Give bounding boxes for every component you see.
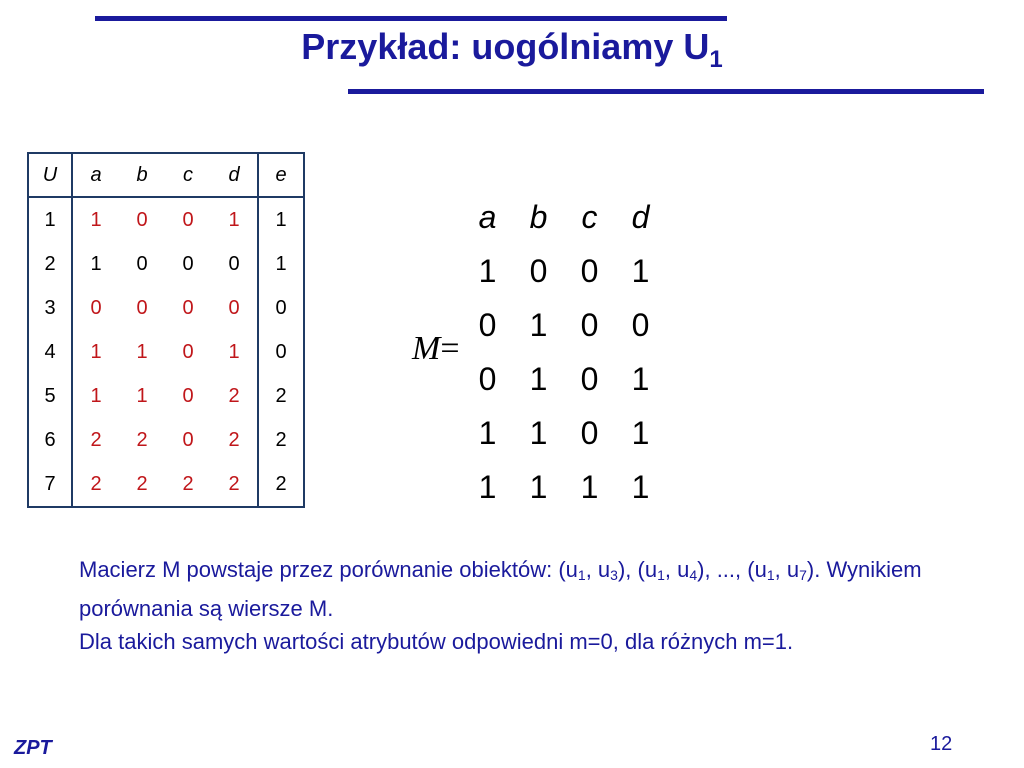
table-cell: 2 [90,428,102,451]
table-cell: 1 [90,340,102,363]
description-paragraph-2: Dla takich samych wartości atrybutów odpowiedni m=0, dla różnych m=1. [79,629,794,654]
table-cell: 1 [228,340,240,363]
table-row [28,286,304,330]
table-cell: 6 [28,418,72,462]
matrix-cell: 1 [529,468,548,505]
table-cell: 0 [182,208,194,231]
table-cell: 0 [182,428,194,451]
table-header-cell: a [72,153,119,197]
matrix-row [462,352,666,406]
matrix-cell: 1 [631,252,650,289]
matrix-cell: 1 [631,360,650,397]
matrix-cell: 0 [478,360,497,397]
matrix-header-row [462,190,666,244]
matrix-cell: 1 [529,306,548,343]
table-cell: 2 [228,472,240,495]
matrix-cell: 1 [529,414,548,451]
table-row [28,197,304,242]
matrix-cell: 1 [631,468,650,505]
matrix-row [462,298,666,352]
table-cell: 0 [258,330,304,374]
title-rule-bottom [348,89,984,94]
table-cell: 2 [258,374,304,418]
table-cell: 1 [90,384,102,407]
table-cell: 5 [28,374,72,418]
table-cell: 2 [228,428,240,451]
matrix-cell: 1 [631,414,650,451]
table-header-cell: b [119,153,165,197]
slide-title: Przykład: uogólniamy $U_1$ [301,26,723,73]
table-header-cell: d [211,153,258,197]
table-cell: 0 [228,252,240,275]
table-cell: 1 [258,197,304,242]
table-cell: 2 [228,384,240,407]
title-rule-top [95,16,727,21]
table-cell: 0 [258,286,304,330]
comparison-matrix [462,190,666,514]
table-cell: 0 [90,296,102,319]
description [79,553,939,658]
table-cell: 2 [182,472,194,495]
matrix-header-cell: c [581,198,598,235]
table-header-cell: U [28,153,72,197]
matrix-header-cell: b [529,198,548,235]
table-cell: 0 [136,296,148,319]
table-cell: 0 [136,208,148,231]
table-cell: 1 [90,252,102,275]
table-header-row [28,153,304,197]
table-header-cell: c [165,153,211,197]
matrix-cell: 0 [631,306,650,343]
table-cell: 0 [182,296,194,319]
table-cell: 0 [182,252,194,275]
table-cell: 1 [228,208,240,231]
matrix-label: M= [412,330,460,367]
table-cell: 4 [28,330,72,374]
table-cell: 2 [258,418,304,462]
footer-label: ZPT [14,737,52,759]
table-cell: 1 [136,384,148,407]
table-cell: 7 [28,462,72,507]
table-cell: 2 [136,472,148,495]
matrix-header-cell: a [478,198,497,235]
table-row [28,330,304,374]
matrix-cell: 0 [580,414,599,451]
matrix-cell: 1 [478,414,497,451]
table-cell: 3 [28,286,72,330]
matrix-row [462,406,666,460]
table-header-cell: e [258,153,304,197]
table-cell: 1 [90,208,102,231]
matrix-header-cell: d [631,198,650,235]
matrix-cell: 0 [580,306,599,343]
table-cell: 2 [136,428,148,451]
matrix-cell: 0 [580,252,599,289]
table-cell: 2 [28,242,72,286]
table-cell: 0 [136,252,148,275]
matrix-cell: 1 [478,252,497,289]
description-paragraph-1: Macierz M powstaje przez porównanie obiektów: ($u_1$, $u_3$), ($u_1$, $u_4$), ..., ($u_1$, $u_7$). Wynikiem porównania są wiersze M. [79,557,922,621]
table-row [28,374,304,418]
matrix-cell: 0 [580,360,599,397]
table-cell: 2 [258,462,304,507]
table-cell: 1 [258,242,304,286]
table-cell: 2 [90,472,102,495]
table-row [28,418,304,462]
table-cell: 1 [136,340,148,363]
page-number: 12 [930,733,953,755]
matrix-row [462,244,666,298]
matrix-cell: 0 [478,306,497,343]
table-cell: 0 [182,340,194,363]
matrix-cell: 1 [478,468,497,505]
table-cell: 0 [228,296,240,319]
decision-table [27,152,305,508]
table-cell: 0 [182,384,194,407]
matrix-cell: 0 [529,252,548,289]
table-cell: 1 [28,197,72,242]
matrix-cell: 1 [529,360,548,397]
matrix-cell: 1 [580,468,599,505]
table-row [28,242,304,286]
matrix-row [462,460,666,514]
table-row [28,462,304,507]
